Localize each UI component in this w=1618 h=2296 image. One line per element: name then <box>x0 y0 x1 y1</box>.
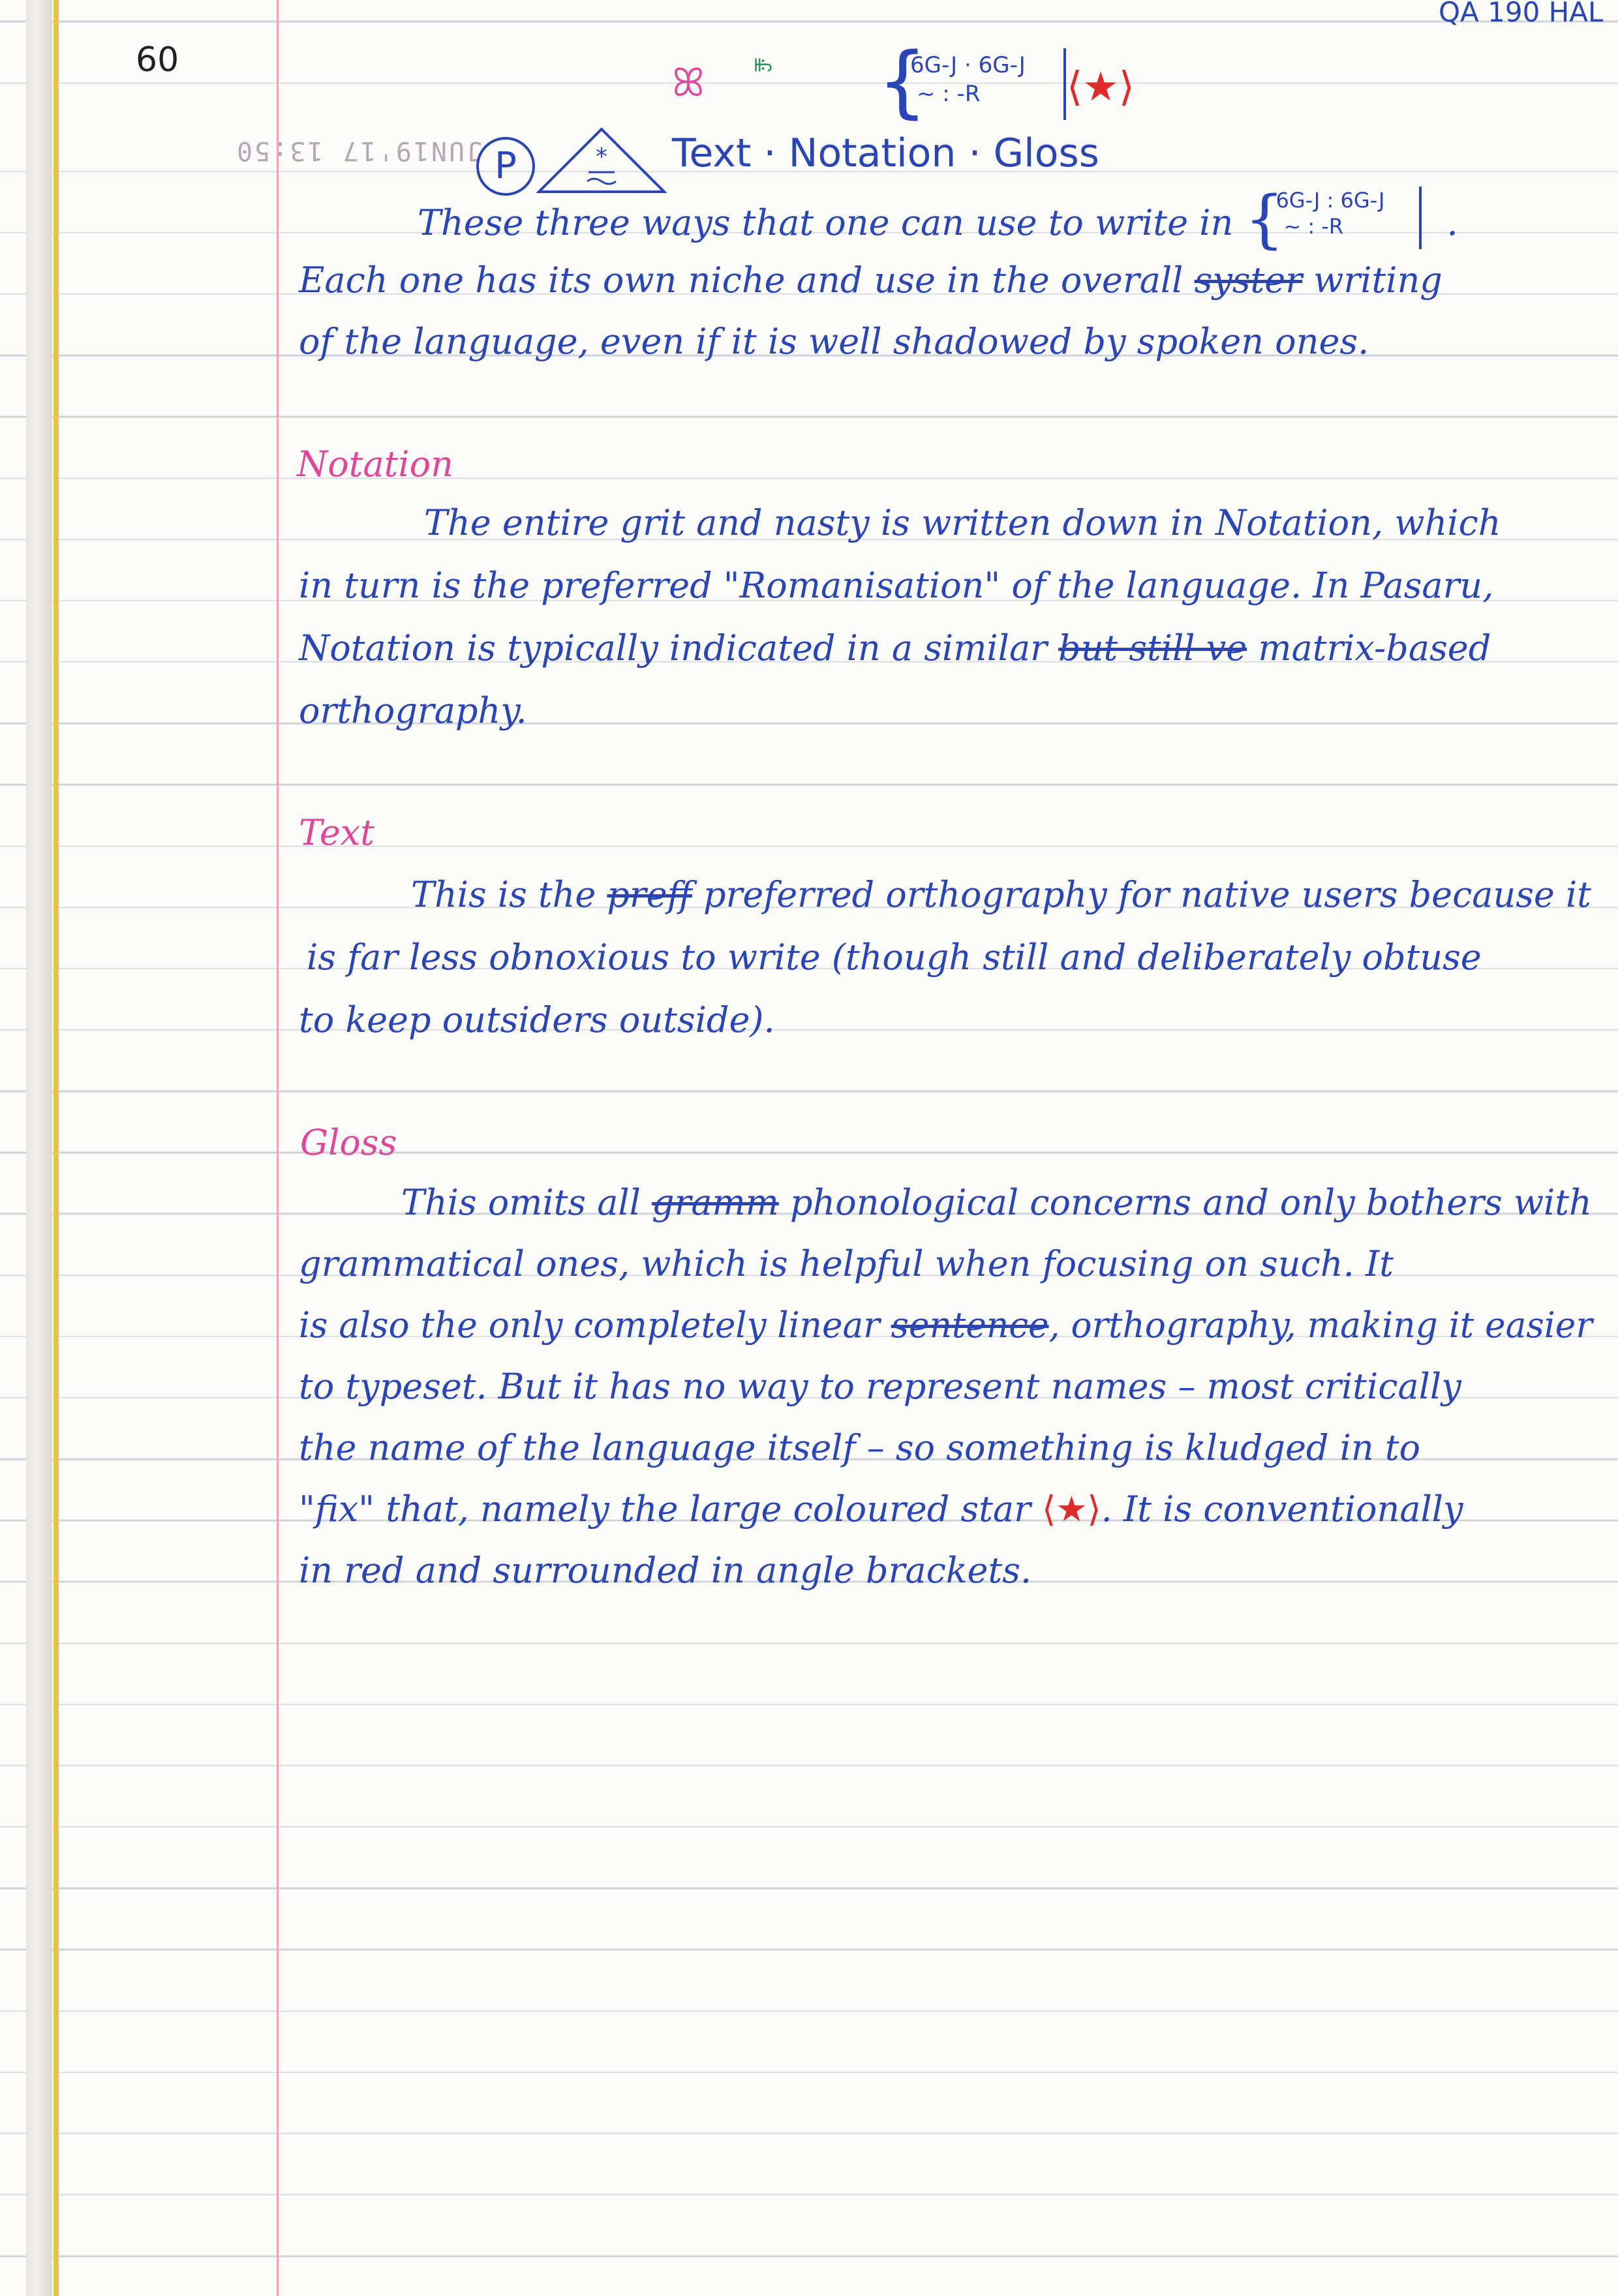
inline-notation: { 6G-J : 6G-J ~ : -R <box>1244 196 1446 248</box>
gloss-line-6: "fix" that, namely the large coloured star ⟨★⟩. It is conventionally <box>299 1488 1463 1530</box>
notation-bottom: ~ : -R <box>917 81 981 107</box>
svg-text:*: * <box>596 144 607 170</box>
red-star-icon: ⟨★⟩ <box>1042 1488 1101 1530</box>
gloss-line-3: is also the only completely linear sentence, orthography, making it easier <box>299 1305 1593 1346</box>
date-stamp: JUN19'17 13:50 <box>235 136 483 166</box>
binding-stripe <box>53 0 59 2296</box>
pink-script-glyph: ꕤ <box>672 60 705 106</box>
brace-icon: { <box>1244 183 1285 256</box>
corner-note: QA 190 HAL <box>1439 0 1604 28</box>
text-heading: Text <box>299 812 374 853</box>
title-row <box>476 91 1324 187</box>
green-script-glyph: ꖳ <box>753 48 774 80</box>
intro-line-3: of the language, even if it is well shadowed by spoken ones. <box>299 321 1369 362</box>
struck-word: preff <box>607 874 692 915</box>
notation-line-1: The entire grit and nasty is written down in Notation, which <box>424 502 1501 543</box>
gloss-line-7: in red and surrounded in angle brackets. <box>299 1550 1032 1591</box>
struck-word: syster <box>1194 260 1303 301</box>
bar-divider <box>1419 187 1422 249</box>
intro-line-2: Each one has its own niche and use in the overall syster writing <box>299 260 1442 301</box>
intro-line-1: These three ways that one can use to write in { 6G-J : 6G-J ~ : -R . <box>418 183 1458 256</box>
gloss-heading: Gloss <box>300 1122 397 1163</box>
gloss-line-2: grammatical ones, which is helpful when focusing on such. It <box>299 1243 1394 1284</box>
gloss-line-5: the name of the language itself – so something is kludged in to <box>299 1427 1421 1468</box>
brace-icon: { <box>878 37 928 127</box>
notation-line-3: Notation is typically indicated in a similar but still ve matrix-based <box>299 627 1491 669</box>
margin-line <box>277 0 279 2296</box>
binding-edge <box>26 0 52 2296</box>
triangle-asterisk-icon <box>536 124 667 196</box>
notation-line-2: in turn is the preferred "Romanisation" of the language. In Pasaru, <box>299 565 1494 606</box>
text-line-2: is far less obnoxious to write (though still and deliberately obtuse <box>307 937 1482 978</box>
text-line-3: to keep outsiders outside). <box>299 999 775 1040</box>
page-number: 60 <box>136 40 179 80</box>
struck-word: but still ve <box>1058 627 1247 669</box>
gloss-line-1: This omits all gramm phonological concerns and only bothers with <box>401 1182 1592 1223</box>
struck-word: gramm <box>652 1182 779 1223</box>
star-tag: ⟨★⟩ <box>1067 63 1135 110</box>
gloss-line-4: to typeset. But it has no way to represent names – most critically <box>299 1366 1461 1407</box>
notation-heading: Notation <box>297 444 453 485</box>
circled-p-icon: P <box>476 137 535 196</box>
page-title: Text · Notation · Gloss <box>672 130 1099 176</box>
notation-top: 6G-J · 6G-J <box>910 52 1026 78</box>
struck-word: sentence <box>891 1305 1049 1346</box>
notation-line-4: orthography. <box>299 690 527 731</box>
text-line-1: This is the preff preferred orthography for native users because it <box>411 874 1591 915</box>
